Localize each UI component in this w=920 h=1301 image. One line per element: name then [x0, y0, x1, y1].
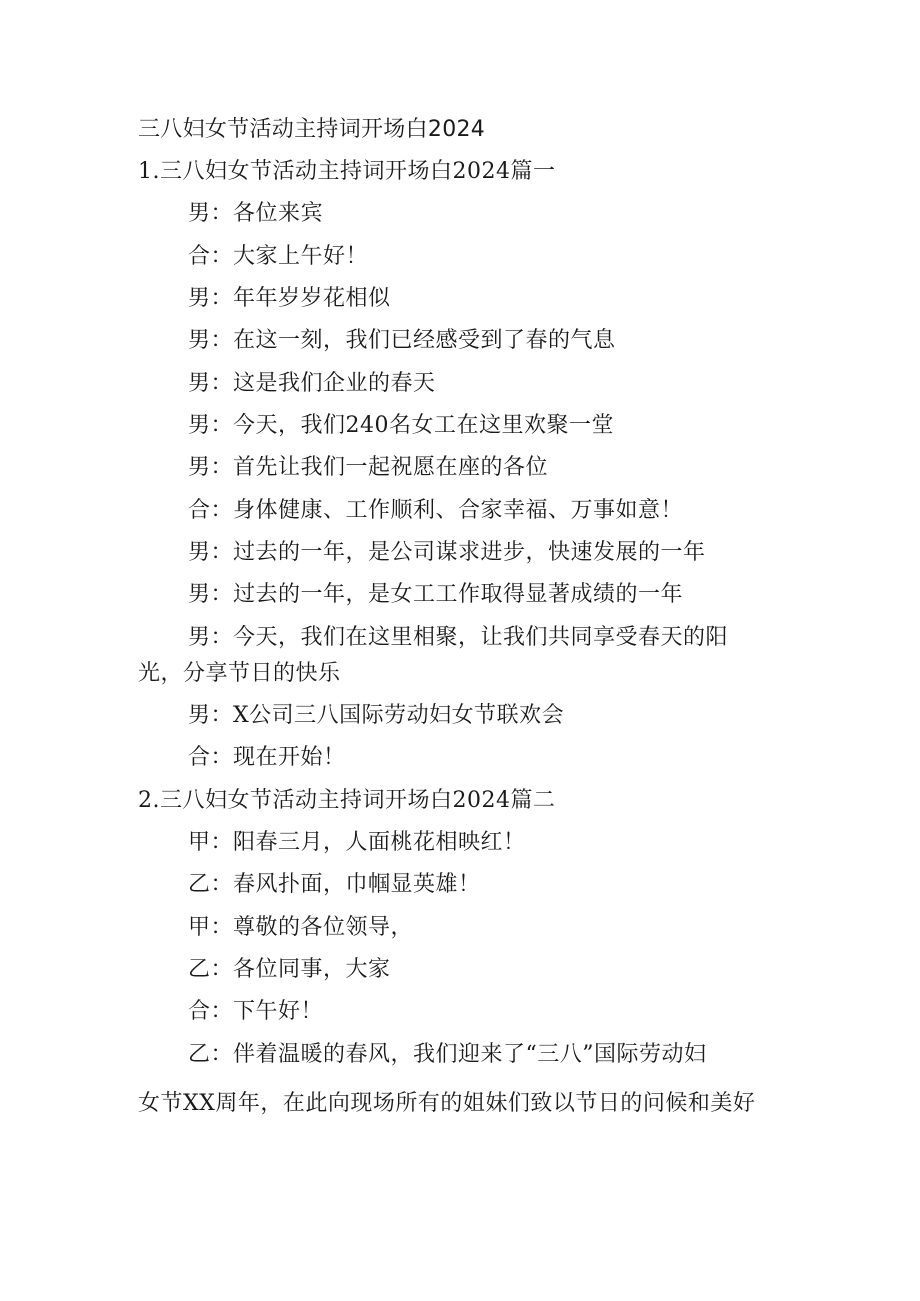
paragraph-line: 合：大家上午好！: [188, 244, 369, 269]
section-heading-1: 1.三八妇女节活动主持词开场白2024篇一: [138, 159, 556, 184]
paragraph-line: 乙：伴着温暖的春风，我们迎来了“三八”国际劳动妇: [188, 1042, 707, 1067]
paragraph-line: 乙：各位同事，大家: [188, 957, 391, 982]
paragraph-line: 男：今天，我们240名女工在这里欢聚一堂: [188, 413, 614, 438]
paragraph-line: 合：现在开始！: [188, 745, 346, 770]
paragraph-line-continued: 光，分享节日的快乐: [138, 661, 341, 686]
paragraph-line: 男：今天，我们在这里相聚，让我们共同享受春天的阳: [188, 625, 729, 650]
paragraph-line: 合：下午好！: [188, 999, 324, 1024]
paragraph-line: 合：身体健康、工作顺利、合家幸福、万事如意！: [188, 498, 684, 523]
paragraph-line: 乙：春风扑面，巾帼显英雄！: [188, 872, 481, 897]
paragraph-line: 男：首先让我们一起祝愿在座的各位: [188, 455, 549, 480]
paragraph-line: 男：这是我们企业的春天: [188, 371, 436, 396]
paragraph-line: 男：过去的一年，是公司谋求进步，快速发展的一年: [188, 540, 706, 565]
paragraph-line: 男：X公司三八国际劳动妇女节联欢会: [188, 703, 565, 728]
paragraph-line: 男：年年岁岁花相似: [188, 286, 391, 311]
paragraph-line: 男：过去的一年，是女工工作取得显著成绩的一年: [188, 582, 684, 607]
section-heading-2: 2.三八妇女节活动主持词开场白2024篇二: [138, 788, 556, 813]
paragraph-line-continued: 女节XX周年，在此向现场所有的姐妹们致以节日的问候和美好: [138, 1091, 756, 1116]
paragraph-line: 甲：阳春三月，人面桃花相映红！: [188, 830, 526, 855]
paragraph-line: 甲：尊敬的各位领导，: [188, 915, 414, 940]
paragraph-line: 男：各位来宾: [188, 201, 324, 226]
paragraph-line: 男：在这一刻，我们已经感受到了春的气息: [188, 328, 616, 353]
document-title: 三八妇女节活动主持词开场白2024: [138, 117, 486, 142]
